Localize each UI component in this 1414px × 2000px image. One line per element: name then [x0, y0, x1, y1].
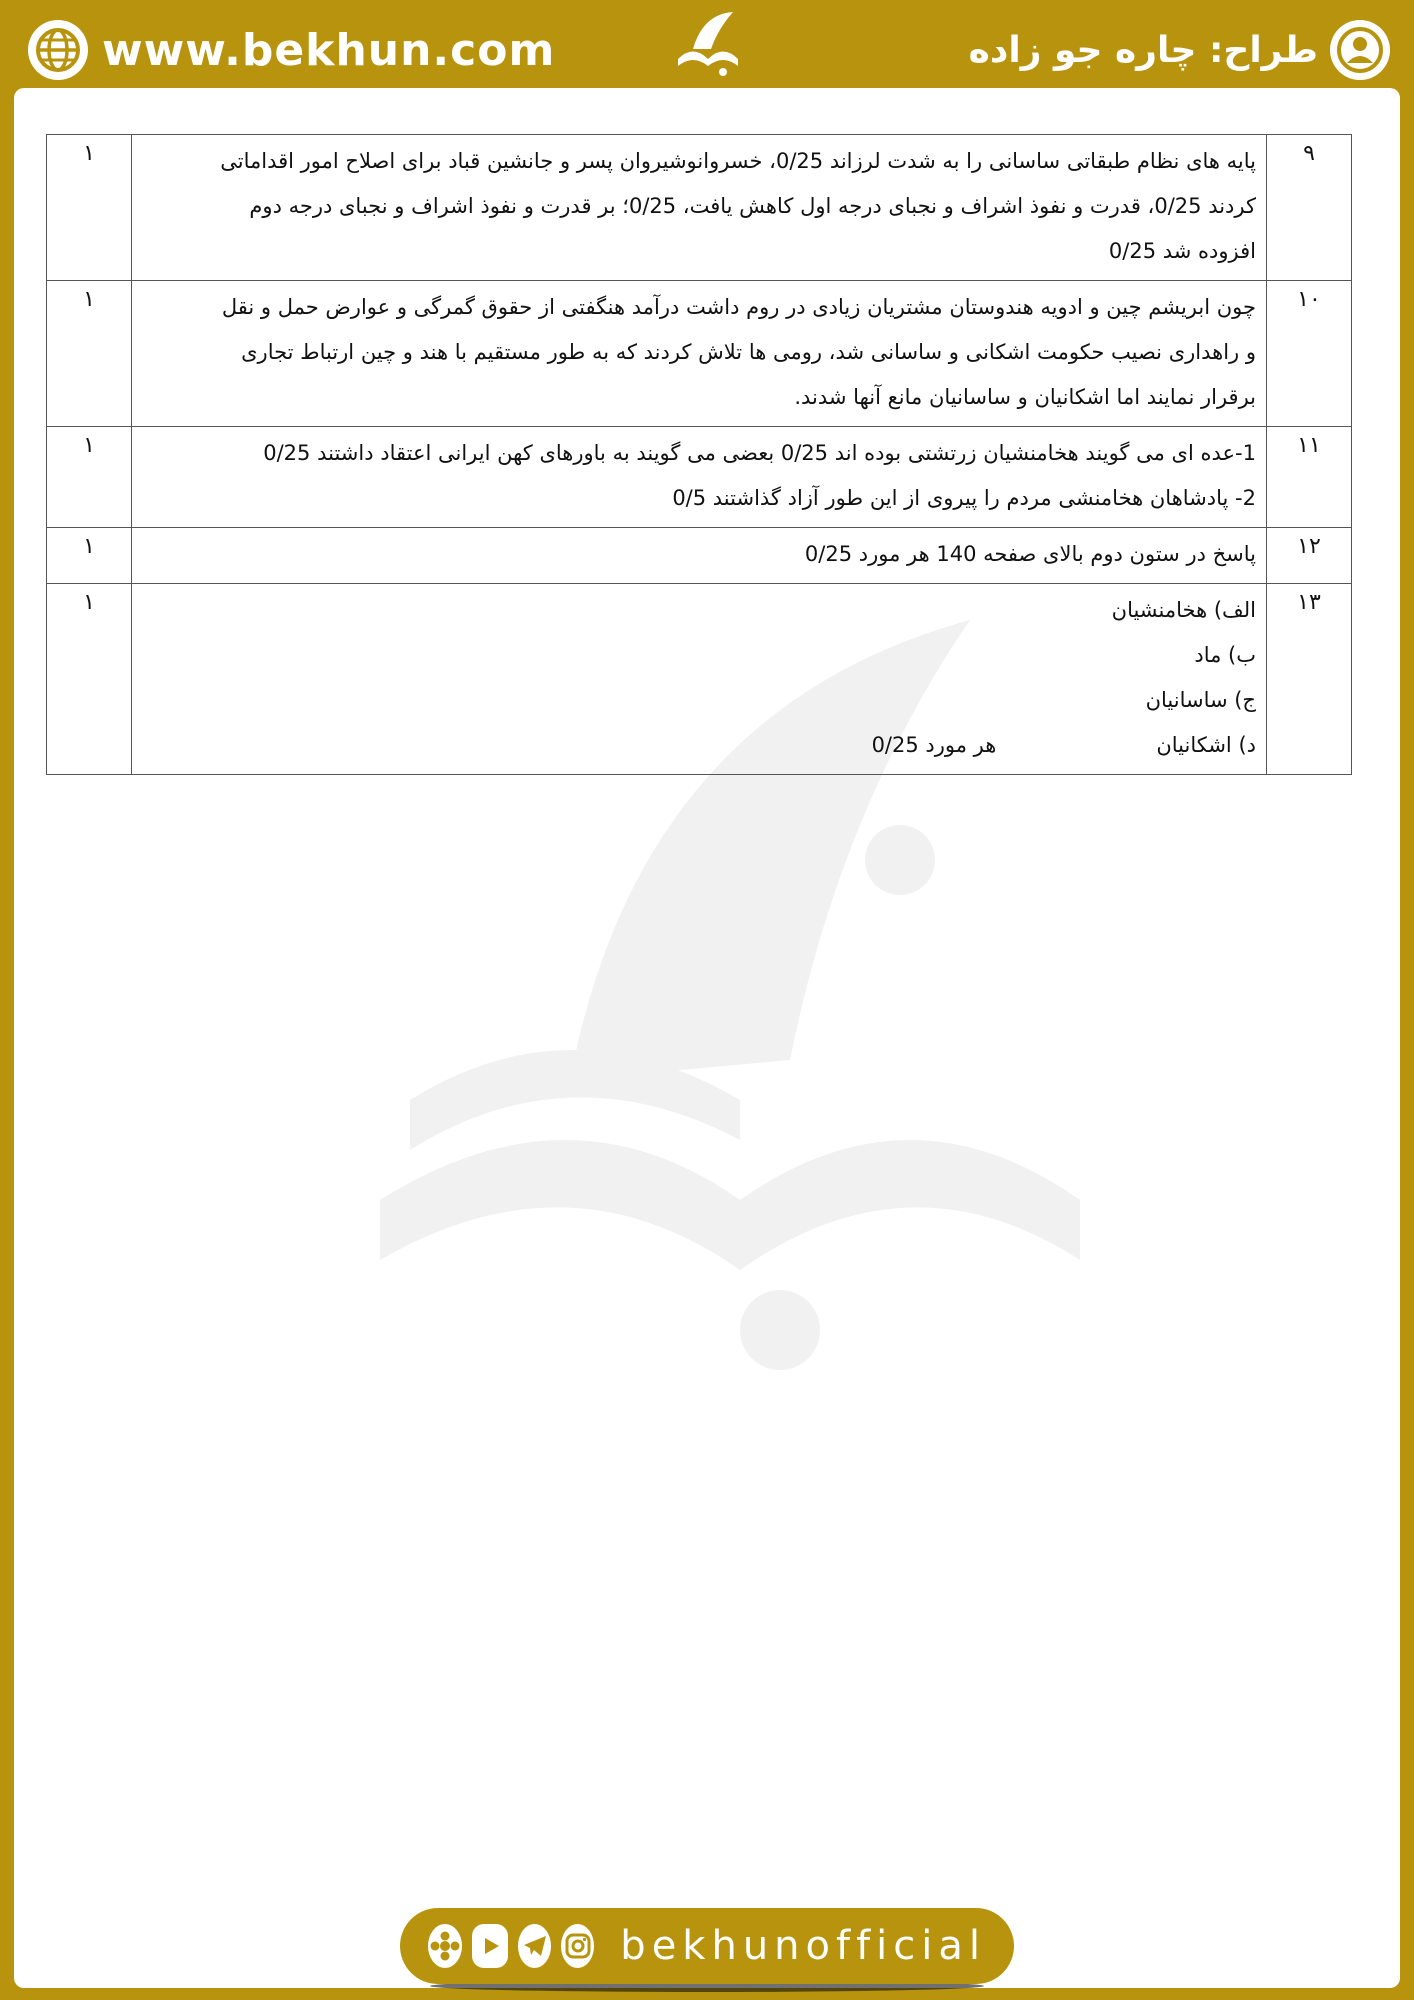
instagram-icon[interactable] — [561, 1924, 594, 1968]
answer-text — [132, 427, 1267, 528]
youtube-icon[interactable] — [472, 1924, 508, 1968]
score: ۱ — [47, 528, 132, 584]
answer-text — [132, 528, 1267, 584]
answer-line: ب) ماد — [1194, 643, 1256, 667]
question-number: ۱۳ — [1267, 584, 1352, 775]
globe-icon — [28, 20, 88, 80]
answer-row-13 — [47, 584, 1352, 775]
answer-row-10 — [47, 281, 1352, 427]
answer-text — [132, 281, 1267, 427]
answer-row-11 — [47, 427, 1352, 528]
scoring-note: هر مورد 0/25 — [871, 733, 997, 757]
score: ۱ — [47, 584, 132, 775]
question-number: ۹ — [1267, 135, 1352, 281]
answer-line: 1-عده ای می گویند هخامنشیان زرتشتی بوده اند 0/25 بعضی می گویند به باورهای کهن ایرانی اعتقاد داشتند 0/25 — [263, 441, 1256, 465]
answer-line — [142, 723, 1256, 768]
answer-line: و راهداری نصیب حکومت اشکانی و ساسانی شد، رومی ها تلاش کردند که به طور مستقیم با هند و چین ارتباط تجاری — [241, 340, 1256, 364]
answer-line: 2- پادشاهان هخامنشی مردم را پیروی از این طور آزاد گذاشتند 0/5 — [672, 486, 1256, 510]
answer-line: پاسخ در ستون دوم بالای صفحه 140 هر مورد 0/25 — [804, 542, 1256, 566]
brand-logo — [632, 0, 784, 88]
answer-text — [132, 584, 1267, 775]
website-badge[interactable] — [28, 14, 555, 86]
answer-row-9 — [47, 135, 1352, 281]
answer-line: الف) هخامنشیان — [1111, 598, 1256, 622]
answer-line: چون ابریشم چین و ادویه هندوستان مشتریان زیادی در روم داشت درآمد هنگفتی از حقوق گمرگی و عوارض حمل و نقل — [221, 295, 1256, 319]
author-badge — [969, 14, 1390, 86]
answer-row-12 — [47, 528, 1352, 584]
answer-line: برقرار نمایند اما اشکانیان و ساسانیان مانع آنها شدند. — [794, 385, 1256, 409]
answer-line: کردند 0/25، قدرت و نفوذ اشراف و نجبای درجه اول کاهش یافت، 0/25؛ بر قدرت و نفوذ اشراف و نجبای درجه دوم — [249, 194, 1256, 218]
answer-line: افزوده شد 0/25 — [1108, 239, 1256, 263]
score: ۱ — [47, 427, 132, 528]
answer-item: د) اشکانیان — [1156, 733, 1256, 757]
answer-line: ج) ساسانیان — [1145, 688, 1256, 712]
answer-text — [132, 135, 1267, 281]
answer-line: پایه های نظام طبقاتی ساسانی را به شدت لرزاند 0/25، خسروانوشیروان پسر و جانشین قباد برای اصلاح امور اقداماتی — [220, 149, 1256, 173]
social-footer — [400, 1908, 1014, 1984]
telegram-icon[interactable] — [518, 1924, 551, 1968]
aparat-icon[interactable] — [428, 1924, 462, 1968]
social-handle[interactable]: bekhunofficial — [620, 1923, 986, 1969]
user-avatar-icon — [1330, 20, 1390, 80]
answers-table — [46, 134, 1352, 775]
question-number: ۱۲ — [1267, 528, 1352, 584]
website-url[interactable]: www.bekhun.com — [102, 24, 556, 76]
score: ۱ — [47, 135, 132, 281]
question-number: ۱۰ — [1267, 281, 1352, 427]
score: ۱ — [47, 281, 132, 427]
question-number: ۱۱ — [1267, 427, 1352, 528]
author-name: طراح: چاره جو زاده — [968, 29, 1318, 71]
